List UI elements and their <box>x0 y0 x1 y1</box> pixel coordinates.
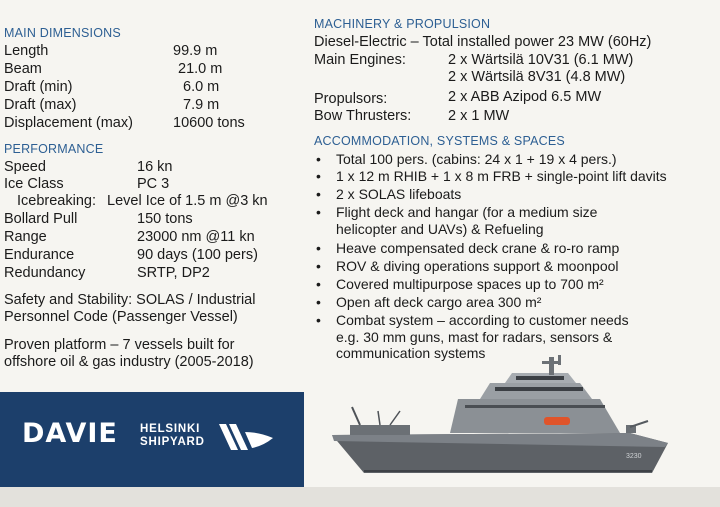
perf-label-redundancy: Redundancy <box>4 265 86 281</box>
main-engine-2: 2 x Wärtsilä 8V31 (4.8 MW) <box>448 69 626 85</box>
page-bottom-edge <box>0 487 720 507</box>
accommodation-item: • Total 100 pers. (cabins: 24 x 1 + 19 x 4 pers.) <box>316 151 617 167</box>
ship-illustration <box>330 355 670 485</box>
bullet-icon: • <box>316 204 321 220</box>
shipyard-text: SHIPYARD <box>140 436 205 448</box>
accommodation-item: • Combat system – according to customer needs <box>316 312 629 328</box>
bullet-icon: • <box>316 276 321 292</box>
perf-label-ice-class: Ice Class <box>4 176 64 192</box>
accommodation-item: • Open aft deck cargo area 300 m² <box>316 294 542 310</box>
davie-logo-text: DAVIE <box>22 418 118 449</box>
perf-value-range: 23000 nm @11 kn <box>137 229 255 245</box>
ship-superstructure <box>450 399 620 433</box>
platform-line-2: offshore oil & gas industry (2005-2018) <box>4 354 254 370</box>
perf-label-icebreaking: Icebreaking: <box>17 193 96 209</box>
accommodation-item-continuation: e.g. 30 mm guns, mast for radars, sensors & <box>336 329 613 345</box>
perf-value-redundancy: SRTP, DP2 <box>137 265 210 281</box>
propulsors-label: Propulsors: <box>314 91 388 107</box>
helsinki-shipyard-logo-mark-icon <box>219 422 275 452</box>
dim-value-length: 99.9 m <box>173 43 218 59</box>
bullet-icon: • <box>316 168 321 184</box>
accommodation-item: • Heave compensated deck crane & ro-ro ramp <box>316 240 620 256</box>
dim-label-draft-min: Draft (min) <box>4 79 73 95</box>
bullet-icon: • <box>316 186 321 202</box>
dim-value-draft-min: 6.0 m <box>183 79 220 95</box>
perf-value-icebreaking: Level Ice of 1.5 m @3 kn <box>107 193 268 209</box>
bullet-icon: • <box>316 151 321 167</box>
perf-label-range: Range <box>4 229 47 245</box>
dim-value-beam: 21.0 m <box>178 61 223 77</box>
dim-value-draft-max: 7.9 m <box>183 97 220 113</box>
diesel-electric-line: Diesel-Electric – Total installed power 23 MW (60Hz) <box>314 34 652 50</box>
dim-label-displacement: Displacement (max) <box>4 115 133 131</box>
perf-value-ice-class: PC 3 <box>137 176 170 192</box>
perf-label-endurance: Endurance <box>4 247 75 263</box>
platform-line-1: Proven platform – 7 vessels built for <box>4 337 235 353</box>
bullet-icon: • <box>316 240 321 256</box>
main-engine-1: 2 x Wärtsilä 10V31 (6.1 MW) <box>448 52 634 68</box>
perf-label-bollard-pull: Bollard Pull <box>4 211 78 227</box>
bullet-icon: • <box>316 312 321 328</box>
bullet-icon: • <box>316 258 321 274</box>
helsinki-text: HELSINKI <box>140 423 201 435</box>
perf-value-bollard-pull: 150 tons <box>137 211 193 227</box>
dim-value-displacement: 10600 tons <box>173 115 245 131</box>
bullet-icon: • <box>316 294 321 310</box>
accommodation-item: • 2 x SOLAS lifeboats <box>316 186 462 202</box>
hull-number: 3230 <box>626 453 642 460</box>
dim-label-draft-max: Draft (max) <box>4 97 77 113</box>
lifeboat <box>544 417 570 425</box>
helsinki-shipyard-logo-text <box>140 423 205 449</box>
accommodation-item-continuation: communication systems <box>336 345 486 361</box>
accommodation-item-continuation: helicopter and UAVs) & Refueling <box>336 221 544 237</box>
accommodation-item: • Covered multipurpose spaces up to 700 m² <box>316 276 604 292</box>
propulsors-value: 2 x ABB Azipod 6.5 MW <box>448 89 602 105</box>
perf-label-speed: Speed <box>4 159 46 175</box>
perf-value-endurance: 90 days (100 pers) <box>137 247 258 263</box>
accommodation-item: • ROV & diving operations support & moonpool <box>316 258 619 274</box>
ship-mast <box>549 357 554 375</box>
accommodation-heading: ACCOMMODATION, SYSTEMS & SPACES <box>314 134 565 148</box>
safety-line-2: Personnel Code (Passenger Vessel) <box>4 309 238 325</box>
bow-thrusters-value: 2 x 1 MW <box>448 108 510 124</box>
performance-heading: PERFORMANCE <box>4 142 104 156</box>
dim-label-length: Length <box>4 43 49 59</box>
machinery-heading: MACHINERY & PROPULSION <box>314 17 491 31</box>
brand-banner <box>0 392 304 487</box>
dim-label-beam: Beam <box>4 61 42 77</box>
accommodation-item: • 1 x 12 m RHIB + 1 x 8 m FRB + single-point lift davits <box>316 168 667 184</box>
safety-line-1: Safety and Stability: SOLAS / Industrial <box>4 292 256 308</box>
perf-value-speed: 16 kn <box>137 159 173 175</box>
bow-thrusters-label: Bow Thrusters: <box>314 108 412 124</box>
accommodation-item: • Flight deck and hangar (for a medium size <box>316 204 598 220</box>
main-dimensions-heading: MAIN DIMENSIONS <box>4 26 121 40</box>
main-engines-label: Main Engines: <box>314 52 406 68</box>
